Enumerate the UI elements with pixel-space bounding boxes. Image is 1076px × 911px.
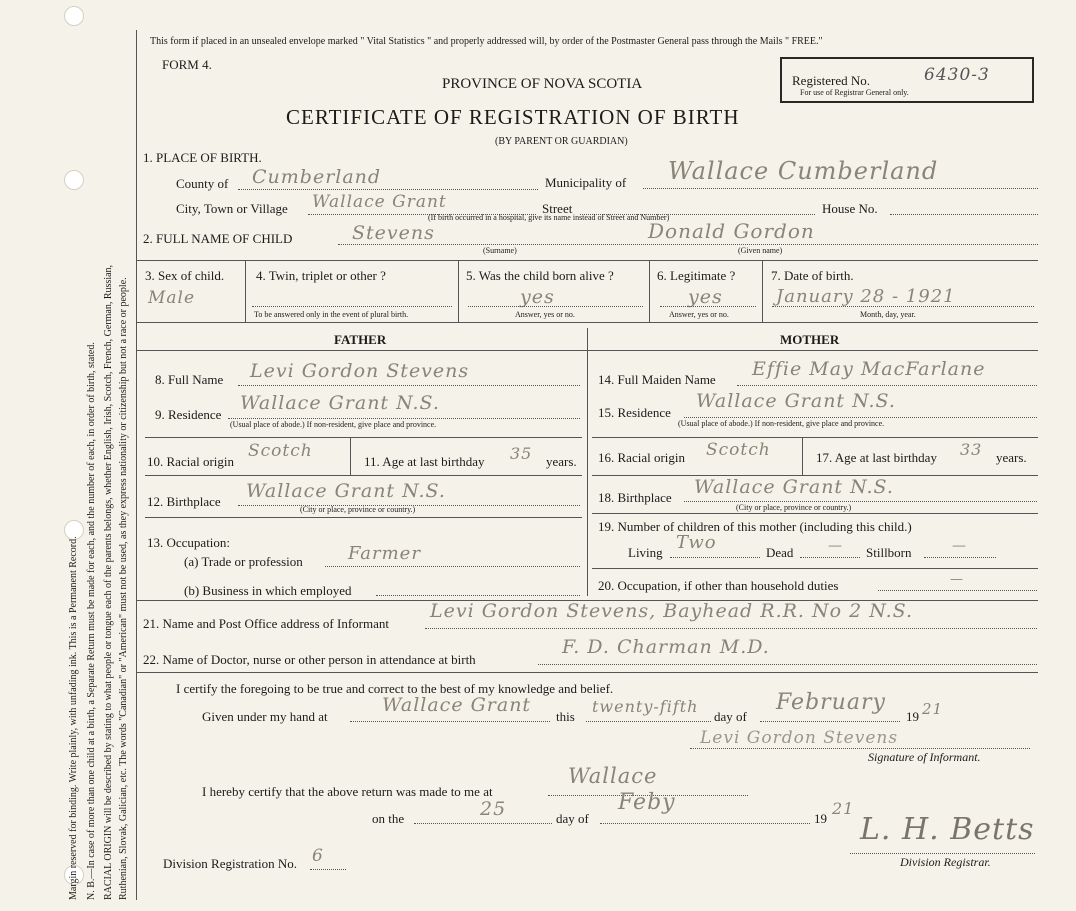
alive-label: 5. Was the child born alive ? xyxy=(466,268,614,283)
father-name-value: Levi Gordon Stevens xyxy=(250,360,470,382)
living-label: Living xyxy=(628,545,663,560)
mother-birthplace-label: 18. Birthplace xyxy=(598,490,672,505)
mother-racial-label: 16. Racial origin xyxy=(598,450,686,465)
margin-note-racial-origin: RACIAL ORIGIN will be described by stating to what people or tongue each of the parents belongs, whether English, Irish, Scotch, French, German, Russian, xyxy=(103,264,114,900)
alive-note: Answer, yes or no. xyxy=(515,310,575,319)
registrar-year-value: 21 xyxy=(832,799,855,818)
informant-signature-label: Signature of Informant. xyxy=(868,750,981,764)
birth-date-label: 7. Date of birth. xyxy=(771,268,854,283)
given-year-printed: 19 xyxy=(906,709,919,724)
alive-value: yes xyxy=(520,286,555,308)
mother-birthplace-value: Wallace Grant N.S. xyxy=(694,476,894,498)
mother-heading: MOTHER xyxy=(780,332,840,347)
father-birthplace-label: 12. Birthplace xyxy=(147,494,221,509)
father-residence-note: (Usual place of abode.) If non-resident, give place and province. xyxy=(230,420,437,429)
father-age-value: 35 xyxy=(510,444,533,463)
stillborn-label: Stillborn xyxy=(866,545,912,560)
registrar-signature: L. H. Betts xyxy=(860,812,1035,847)
given-month-value: February xyxy=(776,690,886,715)
registered-number: 6430-3 xyxy=(924,65,990,85)
father-residence-label: 9. Residence xyxy=(155,407,222,422)
father-racial-value: Scotch xyxy=(248,441,313,461)
children-count-label: 19. Number of children of this mother (including this child.) xyxy=(598,519,912,534)
division-registrar-label: Division Registrar. xyxy=(900,855,991,869)
registrar-day-of-label: day of xyxy=(556,811,589,826)
punch-hole xyxy=(64,170,84,190)
doctor-label: 22. Name of Doctor, nurse or other person in attendance at birth xyxy=(143,652,476,667)
mother-years-label: years. xyxy=(996,450,1027,465)
informant-value: Levi Gordon Stevens, Bayhead R.R. No 2 N.S. xyxy=(430,600,914,622)
dead-value: — xyxy=(828,538,843,554)
twin-note: To be answered only in the event of plural birth. xyxy=(254,310,409,319)
father-racial-label: 10. Racial origin xyxy=(147,454,235,469)
father-age-label: 11. Age at last birthday xyxy=(364,454,485,469)
trade-value: Farmer xyxy=(348,543,421,564)
hospital-note: (If birth occurred in a hospital, give its name instead of Street and Number) xyxy=(428,213,670,222)
margin-note-nationality: Ruthenian, Slovak, Galician, etc. The words "Canadian" or "American" must not be used, as they express nationality or citizenship but not a race or people. xyxy=(118,277,129,900)
mother-residence-value: Wallace Grant N.S. xyxy=(696,390,896,412)
certificate-subtitle: (BY PARENT OR GUARDIAN) xyxy=(495,136,628,147)
sex-label: 3. Sex of child. xyxy=(145,268,225,283)
registrar-year-printed: 19 xyxy=(814,811,827,826)
stillborn-value: — xyxy=(952,538,967,554)
this-label: this xyxy=(556,709,575,724)
mother-name-value: Effie May MacFarlane xyxy=(752,358,986,380)
child-surname-value: Stevens xyxy=(352,222,435,244)
municipality-value: Wallace Cumberland xyxy=(668,157,939,185)
father-years-label: years. xyxy=(546,454,577,469)
informant-signature: Levi Gordon Stevens xyxy=(700,728,899,748)
father-birthplace-note: (City or place, province or country.) xyxy=(300,505,416,514)
mother-residence-label: 15. Residence xyxy=(598,405,671,420)
father-residence-value: Wallace Grant N.S. xyxy=(240,392,440,414)
mother-age-value: 33 xyxy=(960,440,983,459)
county-label: County of xyxy=(176,176,229,191)
mother-name-label: 14. Full Maiden Name xyxy=(598,372,716,387)
father-birthplace-value: Wallace Grant N.S. xyxy=(246,480,446,502)
this-day-value: twenty-fifth xyxy=(592,697,699,716)
registrar-place-value: Wallace xyxy=(568,764,658,788)
division-registration-value: 6 xyxy=(312,846,324,866)
father-occupation-label: 13. Occupation: xyxy=(147,535,231,550)
given-year-value: 21 xyxy=(922,700,944,718)
street-label: Street xyxy=(542,201,573,216)
margin-note-multiple-births: N. B.—In case of more than one child at a birth, a Separate Return must be made for each, and the number of each, in order of birth, stated. xyxy=(86,342,97,900)
on-the-label: on the xyxy=(372,811,405,826)
mother-age-label: 17. Age at last birthday xyxy=(816,450,937,465)
legitimate-note: Answer, yes or no. xyxy=(669,310,729,319)
mother-occupation-label: 20. Occupation, if other than household duties xyxy=(598,578,839,593)
child-given-name-value: Donald Gordon xyxy=(648,219,815,243)
form-left-border xyxy=(136,30,137,900)
form-number: FORM 4. xyxy=(162,57,212,72)
business-label: (b) Business in which employed xyxy=(184,583,352,598)
mother-birthplace-note: (City or place, province or country.) xyxy=(736,503,852,512)
given-place-value: Wallace Grant xyxy=(382,694,532,716)
trade-label: (a) Trade or profession xyxy=(184,554,303,569)
sex-value: Male xyxy=(148,288,196,308)
legitimate-value: yes xyxy=(688,286,723,308)
day-of-label: day of xyxy=(714,709,747,724)
mother-residence-note: (Usual place of abode.) If non-resident, give place and province. xyxy=(678,419,885,428)
punch-hole xyxy=(64,6,84,26)
surname-note: (Surname) xyxy=(483,246,517,255)
county-value: Cumberland xyxy=(252,166,382,188)
birth-date-note: Month, day, year. xyxy=(860,310,916,319)
province-title: PROVINCE OF NOVA SCOTIA xyxy=(442,76,643,92)
division-registration-label: Division Registration No. xyxy=(163,856,297,871)
city-value: Wallace Grant xyxy=(312,192,447,212)
registrar-day-value: 25 xyxy=(480,798,507,820)
margin-note-binding: Margin reserved for binding. Write plainly, with unfading ink. This is a Permanent Record. xyxy=(68,536,79,900)
certificate-title: CERTIFICATE OF REGISTRATION OF BIRTH xyxy=(286,105,740,129)
mother-occupation-value: — xyxy=(950,572,964,587)
dead-label: Dead xyxy=(766,545,794,560)
city-label: City, Town or Village xyxy=(176,201,288,216)
living-value: Two xyxy=(676,532,717,553)
registered-label: Registered No. xyxy=(792,73,870,88)
registrar-statement: I hereby certify that the above return was made to me at xyxy=(202,784,493,799)
registrar-month-value: Feby xyxy=(618,790,676,815)
place-of-birth-heading: 1. PLACE OF BIRTH. xyxy=(143,150,262,165)
mail-notice: This form if placed in an unsealed envelope marked " Vital Statistics " and properly addressed will, by order of the Postmaster General pass through the Mails " FREE." xyxy=(150,36,823,47)
informant-label: 21. Name and Post Office address of Informant xyxy=(143,616,389,631)
registered-box xyxy=(780,57,1034,103)
child-name-label: 2. FULL NAME OF CHILD xyxy=(143,231,293,246)
legitimate-label: 6. Legitimate ? xyxy=(657,268,736,283)
house-no-label: House No. xyxy=(822,201,878,216)
given-name-note: (Given name) xyxy=(738,246,783,255)
father-name-label: 8. Full Name xyxy=(155,372,224,387)
given-under-label: Given under my hand at xyxy=(202,709,328,724)
twin-label: 4. Twin, triplet or other ? xyxy=(256,268,386,283)
certify-statement: I certify the foregoing to be true and correct to the best of my knowledge and belief. xyxy=(176,681,614,696)
registrar-note: For use of Registrar General only. xyxy=(800,88,909,97)
birth-date-value: January 28 - 1921 xyxy=(776,286,956,307)
father-heading: FATHER xyxy=(334,332,387,347)
mother-racial-value: Scotch xyxy=(706,440,771,460)
doctor-value: F. D. Charman M.D. xyxy=(562,636,770,658)
municipality-label: Municipality of xyxy=(545,175,627,190)
